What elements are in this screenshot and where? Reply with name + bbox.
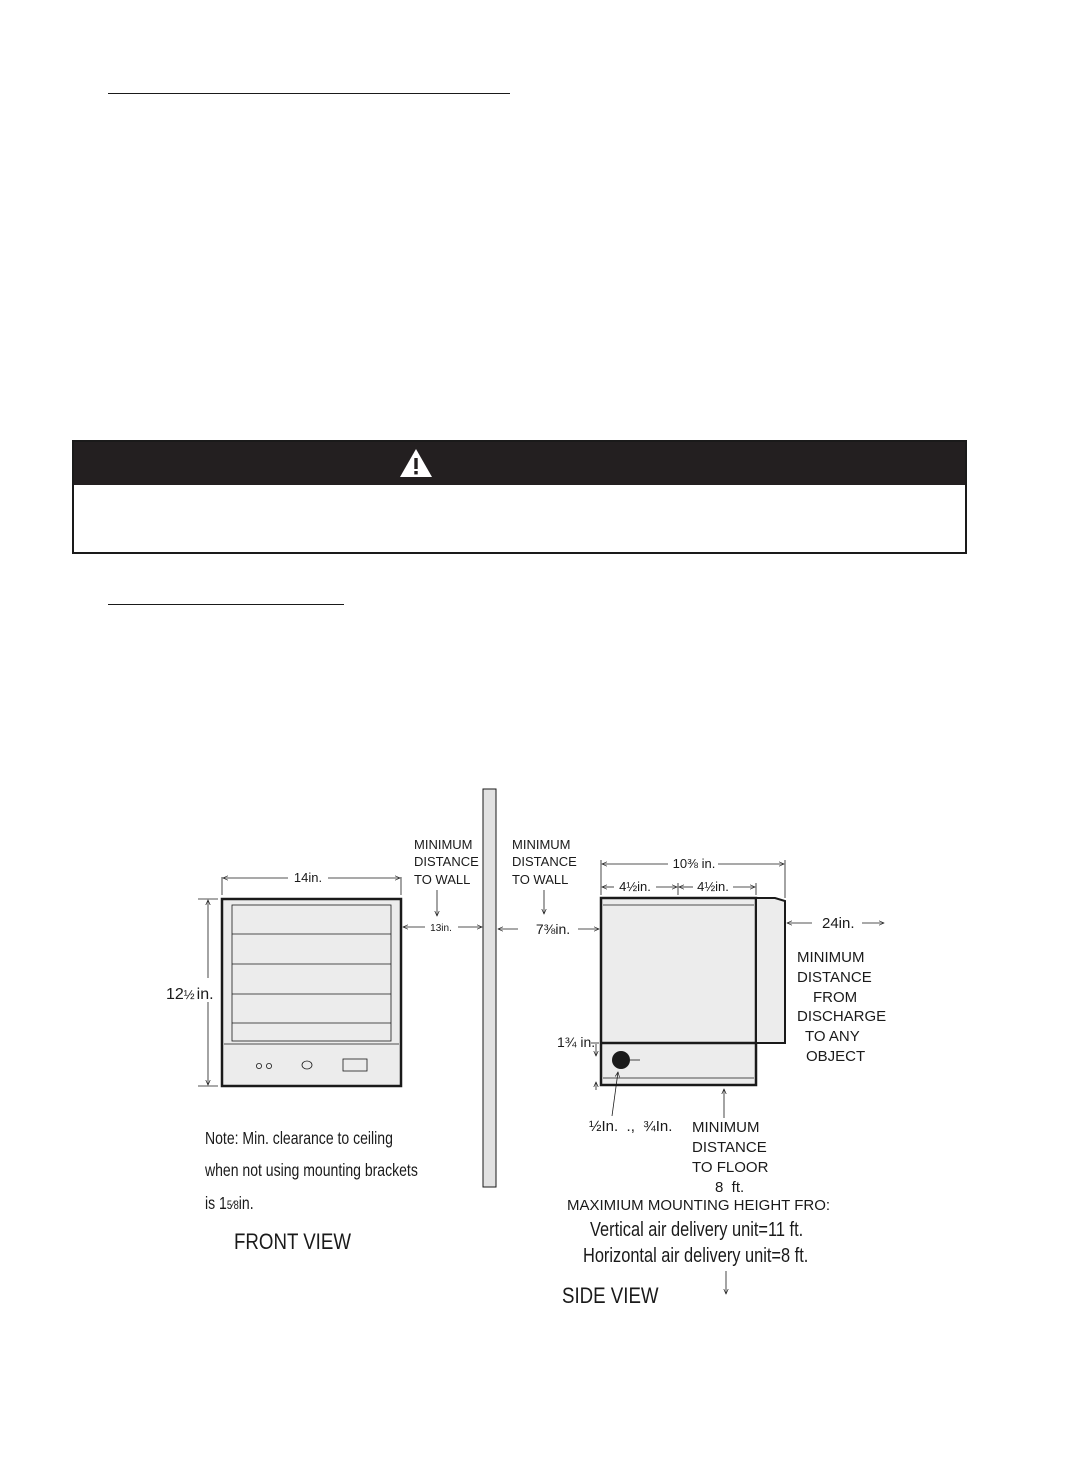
side-depth-label: 10⅜ in. xyxy=(672,856,716,871)
front-view xyxy=(166,870,482,1254)
wall-clearance-label-left xyxy=(414,837,479,916)
max-mounting-height-title: MAXIMIUM MOUNTING HEIGHT FRO: xyxy=(567,1197,831,1214)
front-view-caption: FRONT VIEW xyxy=(234,1230,351,1255)
svg-text:MINIMUM: MINIMUM xyxy=(414,837,473,852)
discharge-clearance-note: MINIMUM DISTANCE FROM DISCHARGE TO ANY OBJECT xyxy=(797,949,887,1065)
svg-text:TO WALL: TO WALL xyxy=(512,872,569,887)
side-half-depth-label-b: 4½in. xyxy=(697,879,729,894)
knockout-height-label: 1¾ in. xyxy=(557,1034,596,1050)
knockout-sizes-label: ½In. ., ¾In. xyxy=(589,1118,673,1135)
side-view-discharge-louver xyxy=(756,898,785,1043)
side-view-caption: SIDE VIEW xyxy=(562,1284,659,1309)
wall xyxy=(483,789,496,1187)
discharge-clearance-label: 24in. xyxy=(822,915,855,932)
front-height-label: 12½ in. xyxy=(166,986,214,1003)
ceiling-clearance-note-line: Note: Min. clearance to ceiling xyxy=(205,1128,393,1149)
svg-text:TO WALL: TO WALL xyxy=(414,872,471,887)
svg-text:DISTANCE: DISTANCE xyxy=(414,854,479,869)
wall-clearance-label-right xyxy=(512,837,577,914)
front-view-heater-body xyxy=(222,899,401,1086)
conduit-knockout-icon xyxy=(612,1051,630,1069)
side-wall-clearance-label: 7⅜in. xyxy=(535,921,571,937)
side-half-depth-label-a: 4½in. xyxy=(619,879,651,894)
svg-text:MINIMUM: MINIMUM xyxy=(512,837,571,852)
front-wall-clearance-label: 13in. xyxy=(430,923,452,934)
floor-clearance-note: MINIMUM DISTANCE TO FLOOR 8 ft. xyxy=(692,1119,769,1196)
max-height-horizontal: Horizontal air delivery unit=8 ft. xyxy=(583,1243,809,1267)
svg-text:DISTANCE: DISTANCE xyxy=(512,854,577,869)
ceiling-clearance-note-line: when not using mounting brackets xyxy=(205,1160,418,1181)
ceiling-clearance-note-line: is 15⁄8in. xyxy=(205,1193,254,1214)
front-width-label: 14in. xyxy=(293,870,323,885)
max-height-vertical: Vertical air delivery unit=11 ft. xyxy=(590,1217,804,1241)
side-view xyxy=(498,856,890,1308)
